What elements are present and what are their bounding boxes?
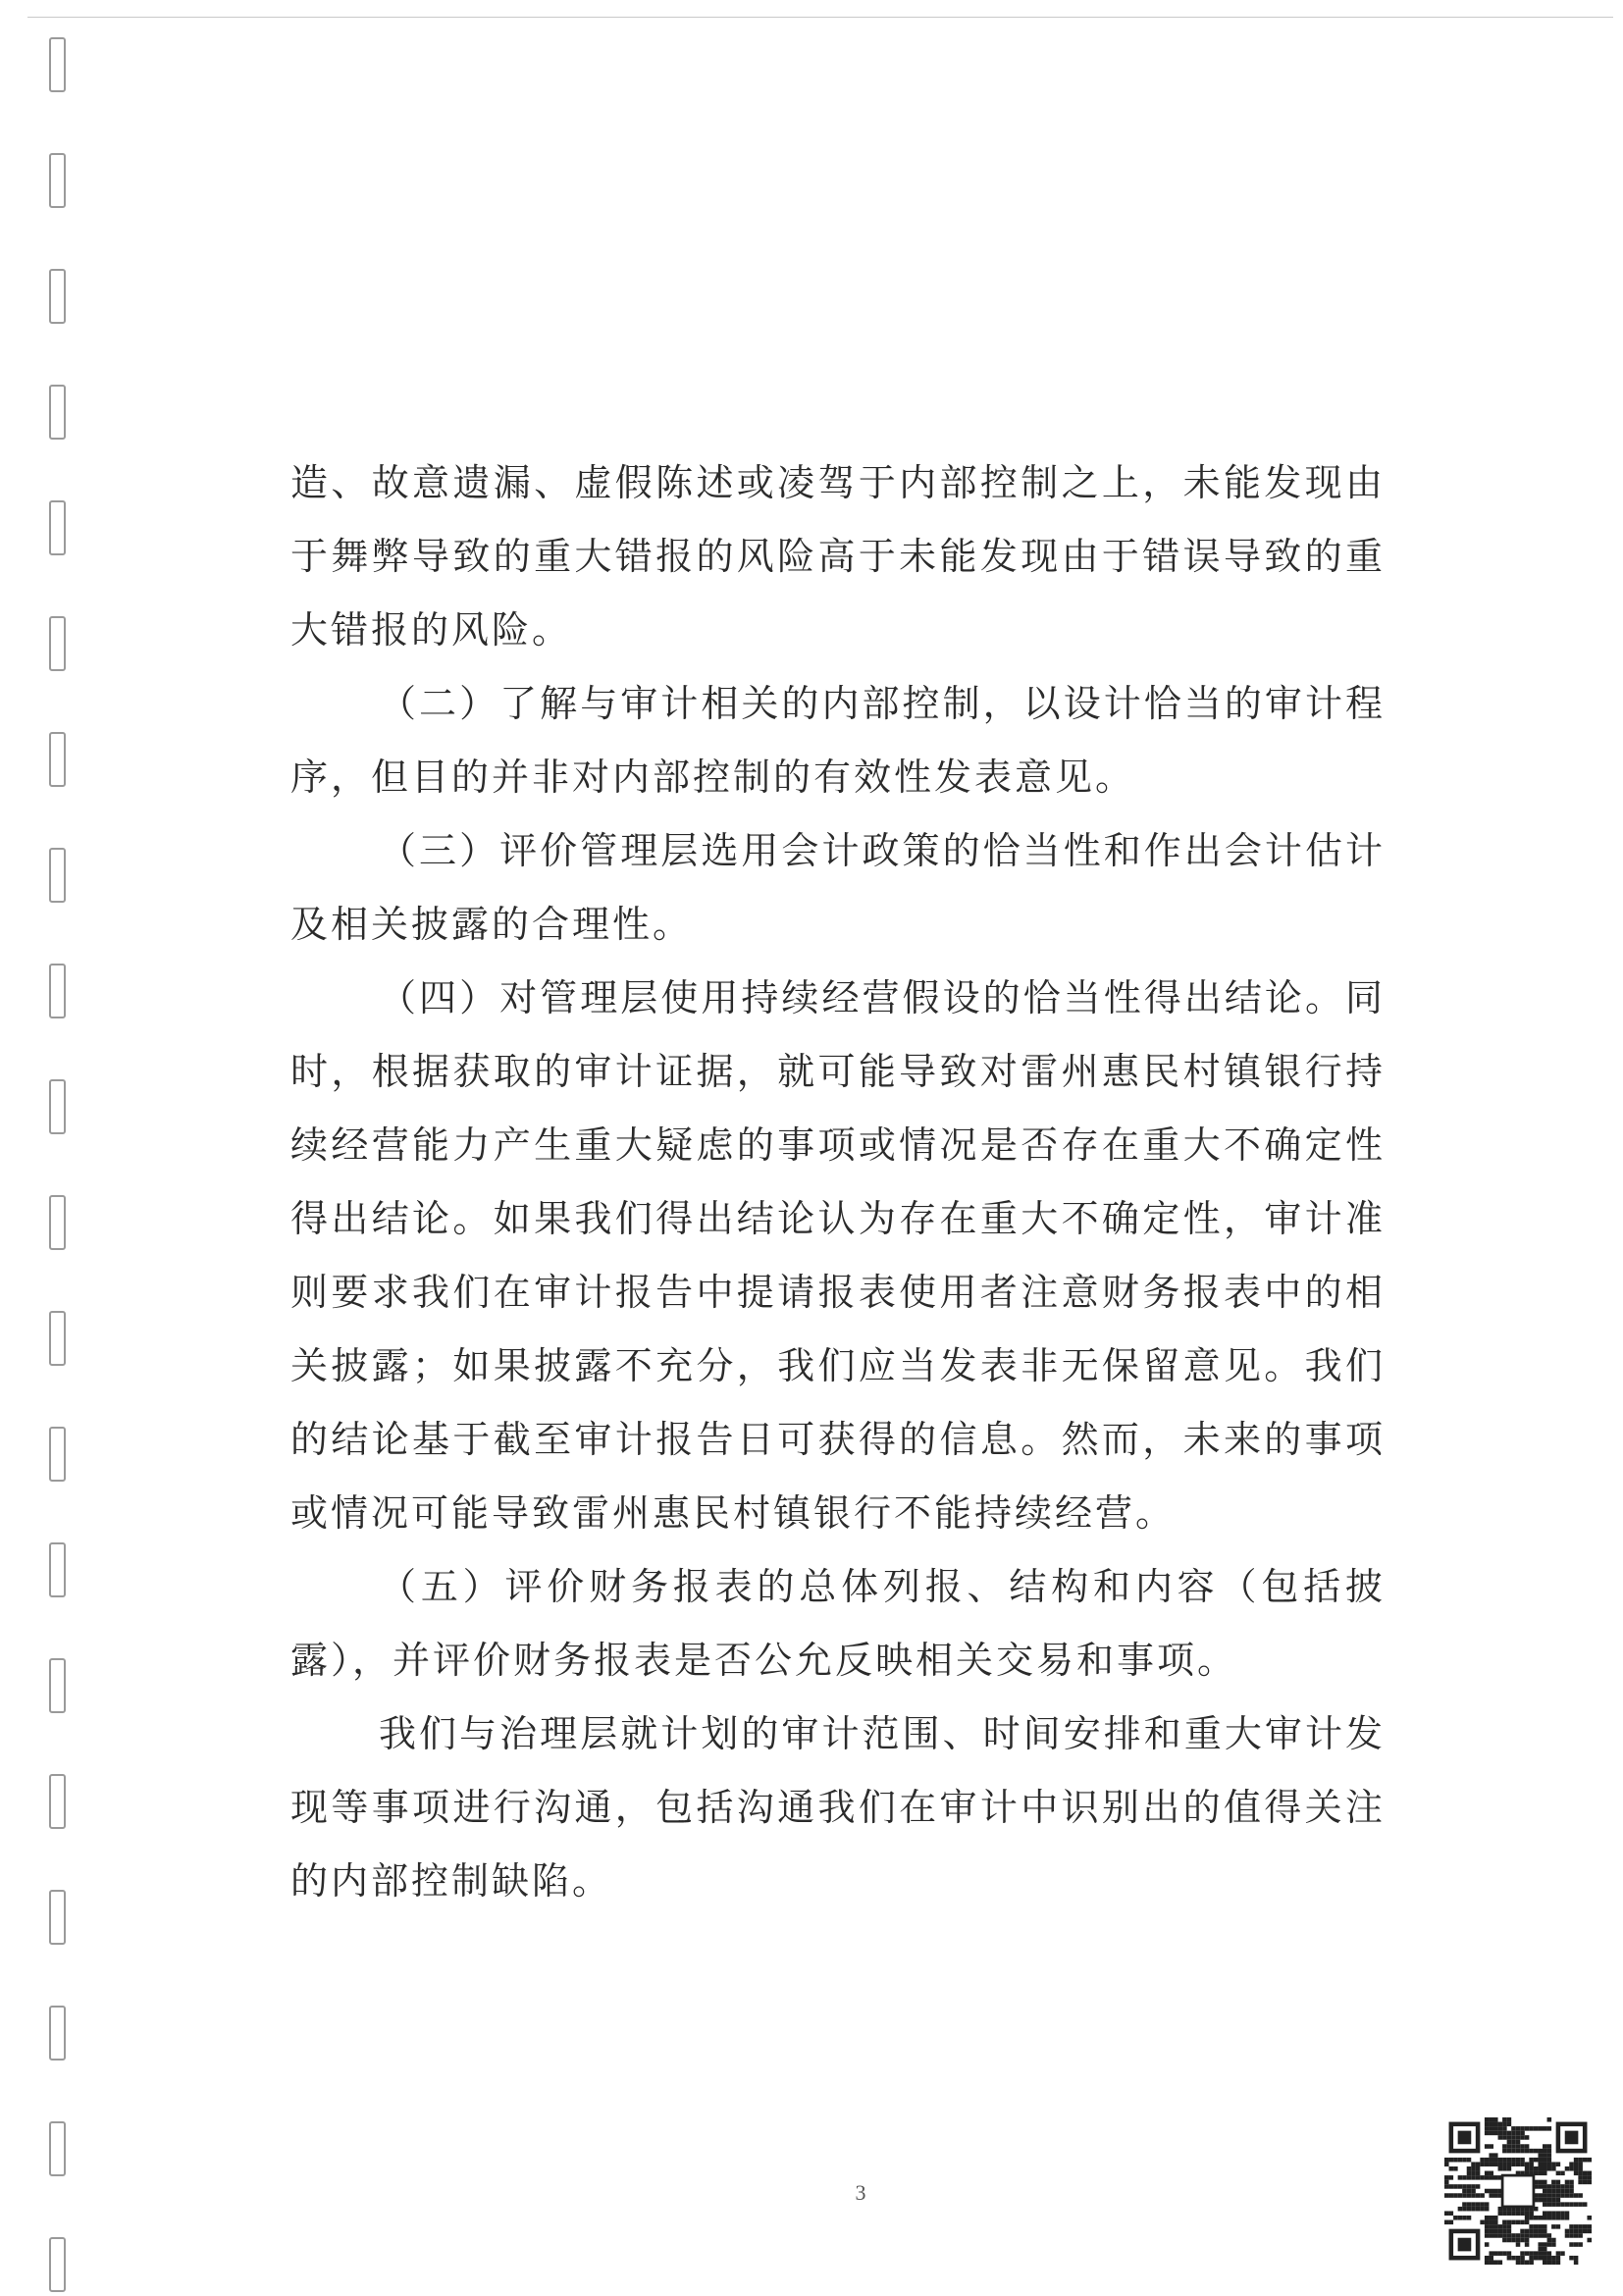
- binding-hole: [49, 848, 66, 903]
- document-body: [290, 446, 1386, 1918]
- paragraph-item-4: （四）对管理层使用持续经营假设的恰当性得出结论。同时，根据获取的审计证据，就可能导致对雷州惠民村镇银行持续经营能力产生重大疑虑的事项或情况是否存在重大不确定性得出结论。如果我们得出结论认为存在重大不确定性，审计准则要求我们在审计报告中提请报表使用者注意财务报表中的相关披露；如果披露不充分，我们应当发表非无保留意见。我们的结论基于截至审计报告日可获得的信息。然而，未来的事项或情况可能导致雷州惠民村镇银行不能持续经营。: [290, 976, 1386, 1535]
- paragraph-communication: 我们与治理层就计划的审计范围、时间安排和重大审计发现等事项进行沟通，包括沟通我们在审计中识别出的值得关注的内部控制缺陷。: [290, 1712, 1386, 1903]
- binding-hole: [49, 1658, 66, 1713]
- binding-hole: [49, 2237, 66, 2292]
- binding-hole: [49, 1427, 66, 1482]
- binding-hole: [49, 616, 66, 671]
- top-rule: [27, 17, 1613, 18]
- binding-hole: [49, 153, 66, 208]
- page-number: 3: [855, 2180, 866, 2205]
- binding-hole: [49, 1079, 66, 1134]
- paragraph-continuation: 造、故意遗漏、虚假陈述或凌驾于内部控制之上，未能发现由于舞弊导致的重大错报的风险高于未能发现由于错误导致的重大错报的风险。: [290, 461, 1386, 652]
- binding-hole: [49, 2121, 66, 2176]
- binding-hole: [49, 1774, 66, 1829]
- binding-hole: [49, 1195, 66, 1250]
- binding-hole: [49, 269, 66, 324]
- binding-hole: [49, 385, 66, 440]
- binding-hole: [49, 2006, 66, 2061]
- paragraph-item-5: （五）评价财务报表的总体列报、结构和内容（包括披露），并评价财务报表是否公允反映相关交易和事项。: [290, 1565, 1386, 1682]
- binding-hole: [49, 37, 66, 92]
- binding-hole: [49, 732, 66, 787]
- binding-hole: [49, 964, 66, 1018]
- binding-holes: [49, 37, 88, 2296]
- paragraph-item-2: （二）了解与审计相关的内部控制，以设计恰当的审计程序，但目的并非对内部控制的有效性发表意见。: [290, 682, 1386, 799]
- binding-hole: [49, 1542, 66, 1597]
- paragraph-item-3: （三）评价管理层选用会计政策的恰当性和作出会计估计及相关披露的合理性。: [290, 829, 1386, 946]
- binding-hole: [49, 500, 66, 555]
- binding-hole: [49, 1890, 66, 1945]
- qr-code-icon: [1444, 2117, 1592, 2265]
- binding-hole: [49, 1311, 66, 1366]
